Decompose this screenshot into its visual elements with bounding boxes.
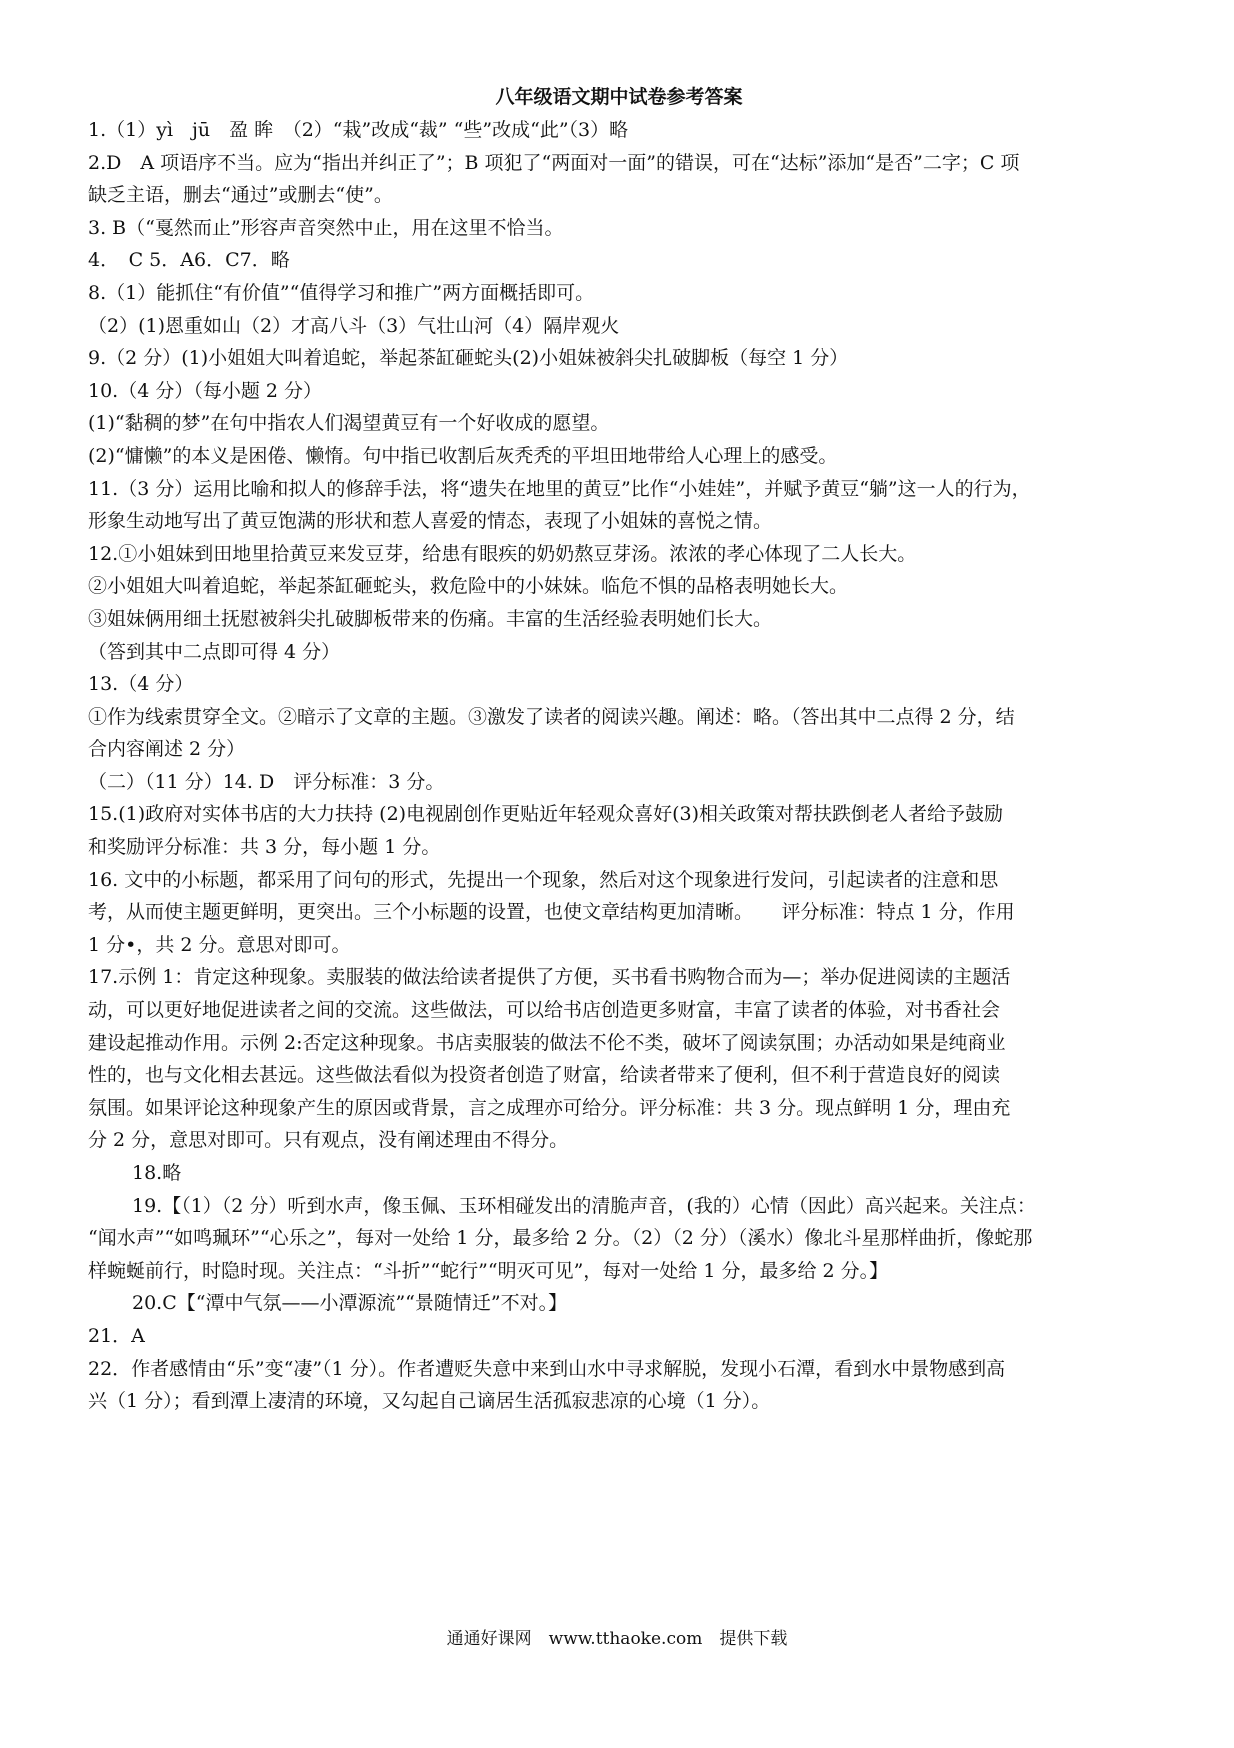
answer-line: 19.【（1）（2 分）听到水声，像玉佩、玉环相碰发出的清脆声音，(我的）心情（因此）高兴起来。关注点： (132, 1194, 1036, 1217)
answer-line: （二）（11 分）14. D 评分标准：3 分。 (88, 770, 445, 793)
answer-line: 样蜿蜒前行，时隐时现。关注点：“斗折”“蛇行”“明灭可见”，每对一处给 1 分，最多给 2 分。】 (88, 1259, 889, 1282)
answer-body (88, 114, 1150, 1418)
answer-line: 合内容阐述 2 分） (88, 738, 246, 761)
answer-line: 10.（4 分）（每小题 2 分） (88, 379, 323, 402)
answer-line: 18.略 (132, 1162, 182, 1184)
document-title: 八年级语文期中试卷参考答案 (495, 86, 743, 108)
answer-line: 21．A (88, 1324, 145, 1347)
footer-watermark: 通通好课网 www.tthaoke.com 提供下载 (446, 1629, 788, 1649)
answer-line: (1)“黏稠的梦”在句中指农人们渴望黄豆有一个好收成的愿望。 (88, 412, 610, 435)
answer-line: 15.(1)政府对实体书店的大力扶持 (2)电视剧创作更贴近年轻观众喜好(3)相关政策对帮扶跌倒老人者给予鼓励 (88, 803, 1003, 826)
answer-line: 氛围。如果评论这种现象产生的原因或背景，言之成理亦可给分。评分标准：共 3 分。现点鲜明 1 分，理由充 (88, 1096, 1011, 1119)
answer-line: 17.示例 1：肯定这种现象。卖服装的做法给读者提供了方便，买书看书购物合而为—；举办促进阅读的主题活 (88, 966, 1011, 989)
answer-line: 13.（4 分） (88, 673, 194, 696)
answer-line: 1.（1）yì jū 盈 眸 （2）“栽”改成“裁” “些”改成“此”（3）略 (88, 119, 629, 141)
answer-line: （2）(1)恩重如山（2）才高八斗（3）气壮山河（4）隔岸观火 (88, 314, 620, 337)
answer-line: ②小姐姐大叫着追蛇，举起茶缸砸蛇头，救危险中的小妹妹。临危不惧的品格表明她长大。 (88, 575, 849, 598)
answer-line: 8.（1）能抓住“有价值”“值得学习和推广”两方面概括即可。 (88, 281, 595, 304)
answer-line: ③姐妹俩用细土抚慰被斜尖扎破脚板带来的伤痛。丰富的生活经验表明她们长大。 (88, 607, 773, 630)
answer-line: （答到其中二点即可得 4 分） (88, 640, 341, 663)
answer-line: 兴（1 分）；看到潭上凄清的环境，又勾起自己谪居生活孤寂悲凉的心境（1 分）。 (88, 1390, 771, 1413)
answer-line: 20.C【“潭中气氛——小潭源流”“景随情迁”不对。】 (132, 1292, 568, 1315)
answer-line: 动，可以更好地促进读者之间的交流。这些做法，可以给书店创造更多财富，丰富了读者的体验，对书香社会 (88, 999, 1001, 1022)
answer-line: 和奖励评分标准：共 3 分，每小题 1 分。 (88, 836, 441, 859)
answer-line: 考，从而使主题更鲜明，更突出。三个小标题的设置，也使文章结构更加清晰。 评分标准：特点 1 分，作用 (88, 901, 1015, 924)
answer-line: 分 2 分，意思对即可。只有观点，没有阐述理由不得分。 (88, 1129, 569, 1152)
answer-line: 12.①小姐妹到田地里拾黄豆来发豆芽，给患有眼疾的奶奶熬豆芽汤。浓浓的孝心体现了二人长大。 (88, 542, 917, 565)
answer-line: 1 分•，共 2 分。意思对即可。 (88, 933, 351, 956)
answer-line: 16. 文中的小标题，都采用了问句的形式，先提出一个现象，然后对这个现象进行发问，引起读者的注意和思 (88, 868, 999, 891)
answer-line: 4． C 5．A6．C7．略 (88, 249, 290, 272)
answer-line: 3. B（“戛然而止”形容声音突然中止，用在这里不恰当。 (88, 216, 564, 239)
answer-line: 11.（3 分）运用比喻和拟人的修辞手法，将“遗失在地里的黄豆”比作“小娃娃”，并赋予黄豆“躺”这一人的行为， (88, 477, 1031, 500)
answer-line: 2.D A 项语序不当。应为“指出并纠正了”；B 项犯了“两面对一面”的错误，可在“达标”添加“是否”二字；C 项 (88, 151, 1020, 174)
answer-line: 缺乏主语，删去“通过”或删去“使”。 (88, 184, 393, 207)
answer-line: 22．作者感情由“乐”变“凄”（1 分）。作者遭贬失意中来到山水中寻求解脱，发现小石潭，看到水中景物感到高 (88, 1357, 1006, 1380)
answer-line: 9.（2 分）(1)小姐姐大叫着追蛇，举起茶缸砸蛇头(2)小姐妹被斜尖扎破脚板（每空 1 分） (88, 347, 849, 370)
answer-line: “闻水声”“如鸣珮环”“心乐之”，每对一处给 1 分，最多给 2 分。（2）（2 分）（溪水）像北斗星那样曲折，像蛇那 (88, 1227, 1033, 1250)
answer-line: 形象生动地写出了黄豆饱满的形状和惹人喜爱的情态，表现了小姐妹的喜悦之情。 (88, 510, 773, 533)
answer-line: ①作为线索贯穿全文。②暗示了文章的主题。③激发了读者的阅读兴趣。阐述：略。（答出其中二点得 2 分，结 (88, 705, 1015, 728)
answer-line: 建设起推动作用。示例 2:否定这种现象。书店卖服装的做法不伦不类，破坏了阅读氛围；办活动如果是纯商业 (88, 1031, 1006, 1054)
answer-line: (2)“慵懒”的本义是困倦、懒惰。句中指已收割后灰秃秃的平坦田地带给人心理上的感受。 (88, 444, 838, 467)
answer-line: 性的，也与文化相去甚远。这些做法看似为投资者创造了财富，给读者带来了便利，但不利于营造良好的阅读 (88, 1064, 1001, 1087)
answer-sheet (88, 84, 1150, 1418)
